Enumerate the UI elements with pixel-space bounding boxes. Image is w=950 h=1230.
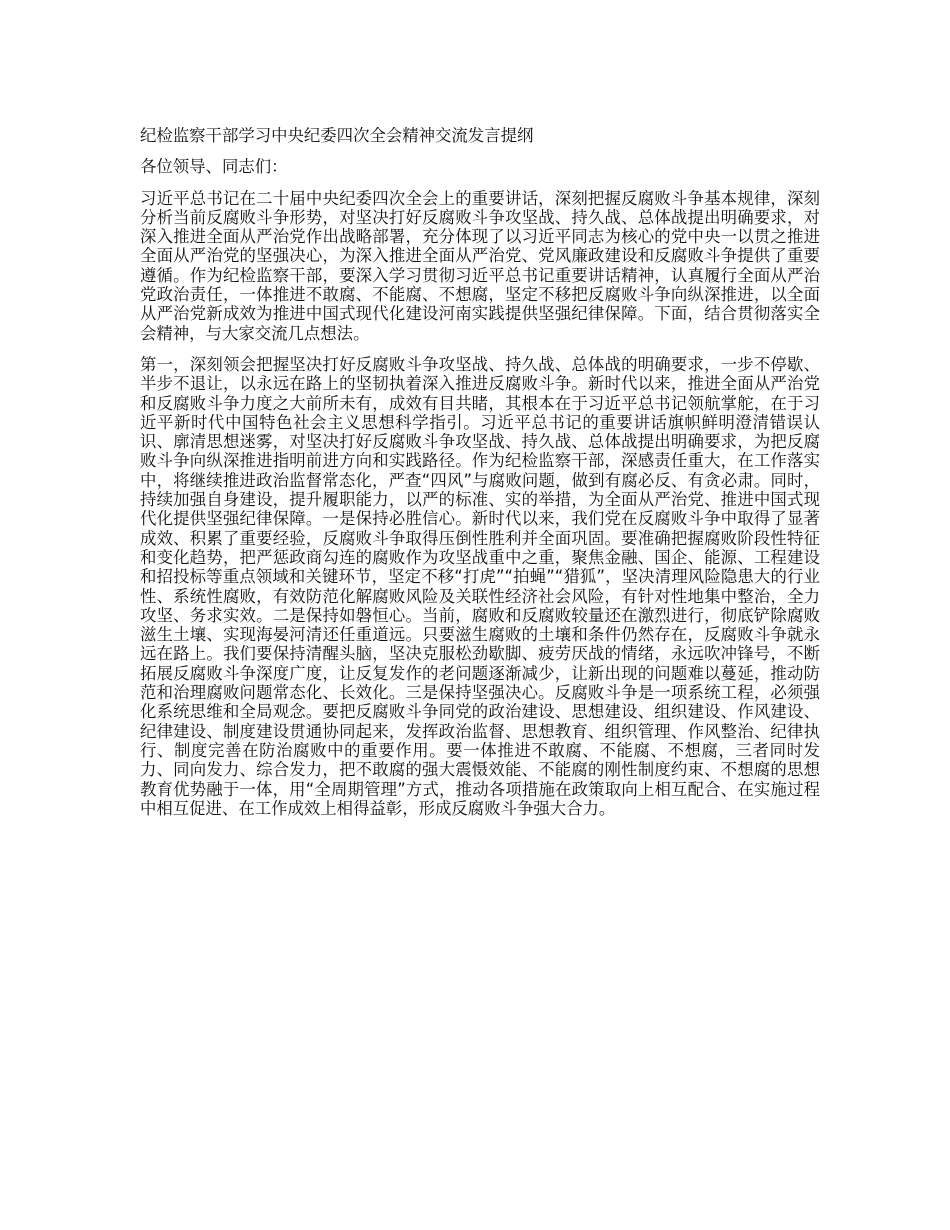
document-title: 纪检监察干部学习中央纪委四次全会精神交流发言提纲 xyxy=(140,126,534,145)
paragraph-first-point: 第一，深刻领会把握坚决打好反腐败斗争攻坚战、持久战、总体战的明确要求，一步不停歇、半步不退让，以永远在路上的坚韧执着深入推进反腐败斗争。新时代以来，推进全面从严治党和反腐败斗争力度之大前所未有，成效有目共睹，其根本在于习近平总书记领航掌舵，在于习近平新时代中国特色社会主义思想科学指引。习近平总书记的重要讲话旗帜鲜明澄清错误认识、廓清思想迷雾，对坚决打好反腐败斗争攻坚战、持久战、总体战提出明确要求，为把反腐败斗争向纵深推进指明前进方向和实践路径。作为纪检监察干部，深感责任重大，在工作落实中，将继续推进政治监督常态化，严查“四风”与腐败问题，做到有腐必反、有贪必肃。同时，持续加强自身建设，提升履职能力，以严的标准、实的举措，为全面从严治党、推进中国式现代化提供坚强纪律保障。一是保持必胜信心。新时代以来，我们党在反腐败斗争中取得了显著成效、积累了重要经验，反腐败斗争取得压倒性胜利并全面巩固。要准确把握腐败阶段性特征和变化趋势，把严惩政商勾连的腐败作为攻坚战重中之重，聚焦金融、国企、能源、工程建设和招投标等重点领域和关键环节，坚定不移“打虎”“拍蝇”“猎狐”，坚决清理风险隐患大的行业性、系统性腐败，有效防范化解腐败风险及关联性经济社会风险，有针对性地集中整治，全力攻坚、务求实效。二是保持如磐恒心。当前，腐败和反腐败较量还在激烈进行，彻底铲除腐败滋生土壤、实现海晏河清还任重道远。只要滋生腐败的土壤和条件仍然存在，反腐败斗争就永远在路上。我们要保持清醒头脑，坚决克服松劲歇脚、疲劳厌战的情绪，永远吹冲锋号，不断拓展反腐败斗争深度广度，让反复发作的老问题逐渐减少，让新出现的问题难以蔓延，推动防范和治理腐败问题常态化、长效化。三是保持坚强决心。反腐败斗争是一项系统工程，必须强化系统思维和全局观念。要把反腐败斗争同党的政治建设、思想建设、组织建设、作风建设、纪律建设、制度建设贯通协同起来，发挥政治监督、思想教育、组织管理、作风整治、纪律执行、制度完善在防治腐败中的重要作用。要一体推进不敢腐、不能腐、不想腐，三者同时发力、同向发力、综合发力，把不敢腐的强大震慑效能、不能腐的刚性制度约束、不想腐的思想教育优势融于一体，用“全周期管理”方式，推动各项措施在政策取向上相互配合、在实施过程中相互促进、在工作成效上相得益彰，形成反腐败斗争强大合力。 xyxy=(140,354,820,818)
paragraph-intro: 习近平总书记在二十届中央纪委四次全会上的重要讲话，深刻把握反腐败斗争基本规律，深刻分析当前反腐败斗争形势，对坚决打好反腐败斗争攻坚战、持久战、总体战提出明确要求，对深入推进全面从严治党作出战略部署，充分体现了以习近平同志为核心的党中央一以贯之推进全面从严治党的坚强决心，为深入推进全面从严治党、党风廉政建设和反腐败斗争提供了重要遵循。作为纪检监察干部，要深入学习贯彻习近平总书记重要讲话精神，认真履行全面从严治党政治责任，一体推进不敢腐、不能腐、不想腐，坚定不移把反腐败斗争向纵深推进，以全面从严治党新成效为推进中国式现代化建设河南实践提供坚强纪律保障。下面，结合贯彻落实全会精神，与大家交流几点想法。 xyxy=(140,188,820,343)
salutation: 各位领导、同志们： xyxy=(140,157,288,177)
document-body xyxy=(140,126,820,830)
